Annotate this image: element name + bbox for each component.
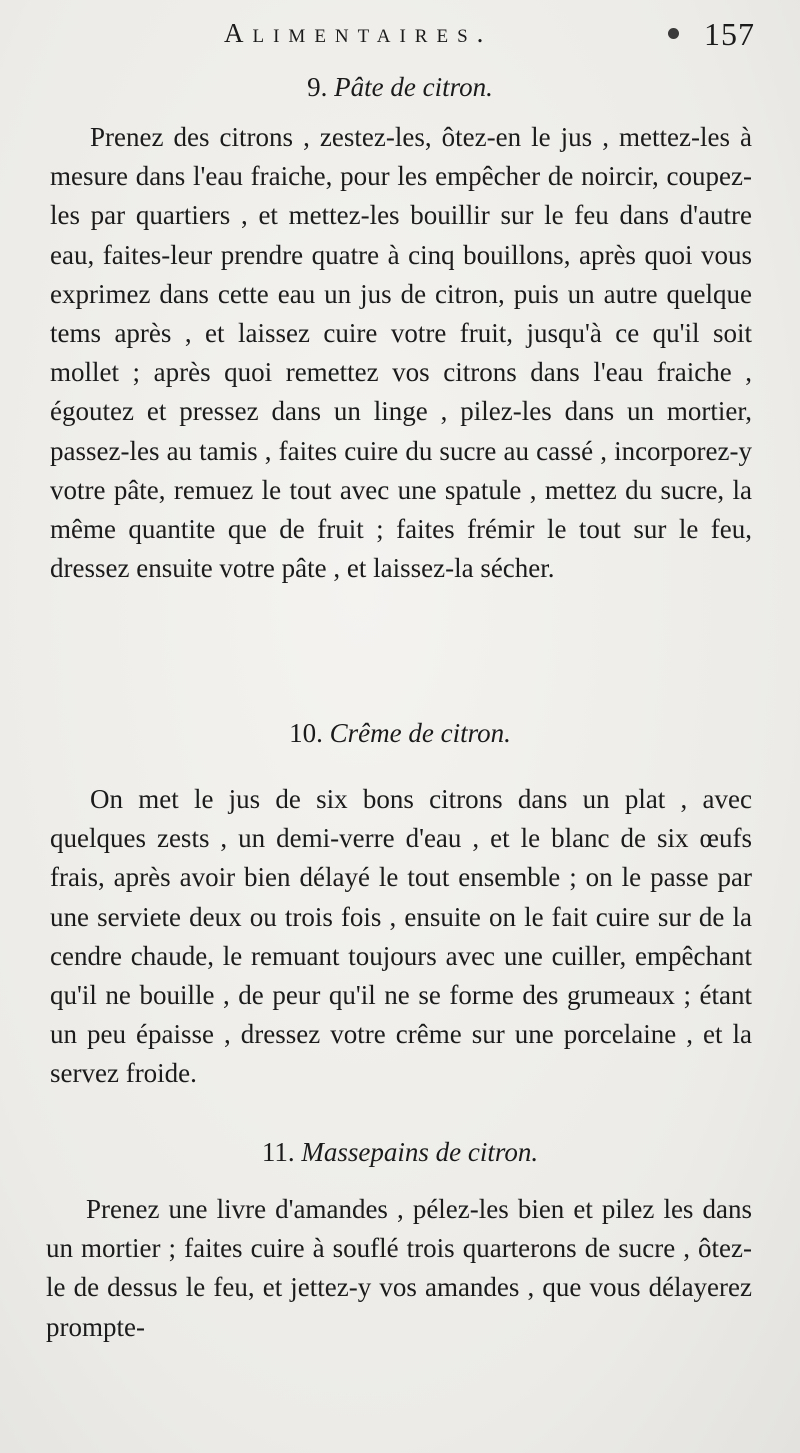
section-heading (0, 1137, 800, 1168)
section-number: 9. (307, 72, 328, 102)
section-number: 11. (261, 1137, 295, 1167)
section-title: Massepains de citron. (301, 1137, 539, 1167)
running-title: Alimentaires. (224, 18, 493, 48)
section-title: Pâte de citron. (334, 72, 493, 102)
ink-spot (668, 28, 679, 39)
section-paragraph: Prenez une livre d'amandes , pélez-les bien et pilez les dans un mortier ; faites cuire à souflé trois quarterons de sucre , ôtez-le de dessus le feu, et jettez-y vos amandes , que vous délayerez prompte- (46, 1194, 752, 1342)
page-number: 157 (704, 16, 755, 52)
running-head (0, 14, 800, 54)
section-number: 10. (289, 718, 323, 748)
section-paragraph: Prenez des citrons , zestez-les, ôtez-en le jus , mettez-les à mesure dans l'eau fraiche, pour les empêcher de noircir, coupez-les par quartiers , et mettez-les bouillir sur le feu dans d'autre eau, faites-leur prendre quatre à cinq bouillons, après quoi vous exprimez dans cette eau un jus de citron, puis un autre quelque tems après , et laissez cuire votre fruit, jusqu'à ce qu'il soit mollet ; après quoi remettez vos citrons dans l'eau fraiche , égoutez et pressez dans un linge , pilez-les dans un mortier, passez-les au tamis , faites cuire du sucre au cassé , incorporez-y votre pâte, remuez le tout avec une spatule , mettez du sucre, la même quantite que de fruit ; faites frémir le tout sur le feu, dressez ensuite votre pâte , et laissez-la sécher. (50, 122, 752, 584)
section-heading (0, 718, 800, 749)
section-title: Crême de citron. (329, 718, 511, 748)
section-paragraph: On met le jus de six bons citrons dans un plat , avec quelques zests , un demi-verre d'eau , et le blanc de six œufs frais, après avoir bien délayé le tout ensemble ; on le passe par une serviete deux ou trois fois , ensuite on le fait cuire sur de la cendre chaude, le remuant toujours avec une cuiller, empêchant qu'il ne bouille , de peur qu'il ne se forme des grumeaux ; étant un peu épaisse , dressez votre crême sur une porcelaine , et la servez froide. (50, 784, 752, 1089)
section-heading (0, 72, 800, 103)
